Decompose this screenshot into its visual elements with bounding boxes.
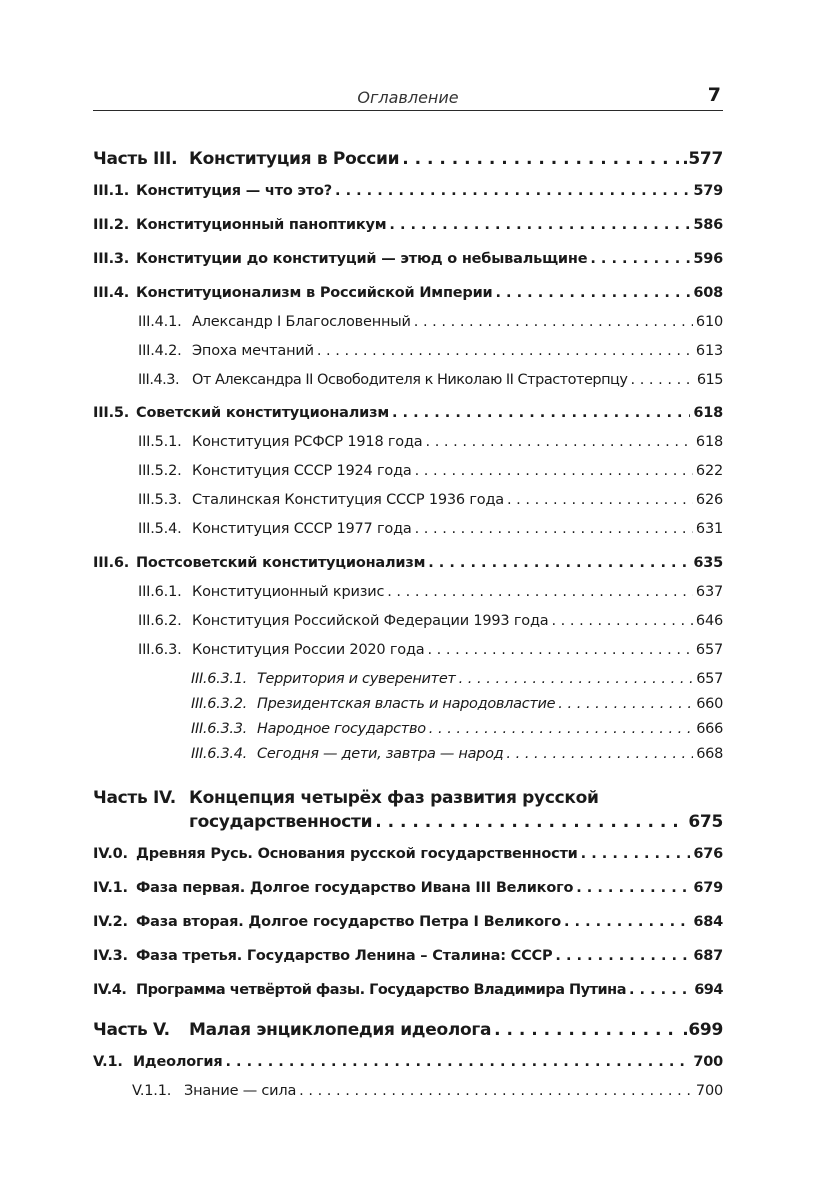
toc-number: III.6.3.2. (191, 696, 247, 712)
toc-page: 586 (693, 217, 723, 233)
toc-page: 635 (693, 555, 723, 571)
toc-page: 613 (695, 343, 723, 359)
toc-number: Часть III. (93, 149, 178, 169)
toc-title: Программа четвёртой фазы. Государство Владимира Путина (136, 982, 626, 998)
toc-page: 684 (693, 914, 723, 930)
dot-leader (375, 812, 685, 832)
toc-page: 618 (695, 434, 723, 450)
toc-number: III.5.2. (138, 463, 182, 479)
toc-number: Часть V. (93, 1020, 170, 1040)
dot-leader (558, 696, 693, 712)
dot-leader (631, 372, 694, 388)
dot-leader (414, 314, 693, 330)
toc-title: Конституция — что это? (136, 183, 333, 199)
dot-leader (317, 343, 693, 359)
toc-number: III.1. (93, 183, 130, 199)
toc-title: Конституционный кризис (192, 584, 385, 600)
toc-number: III.4.2. (138, 343, 182, 359)
toc-title: Малая энциклопедия идеолога (189, 1020, 492, 1040)
toc-page: 618 (693, 405, 723, 421)
toc-page: 668 (696, 746, 723, 762)
running-header (93, 86, 723, 111)
dot-leader (335, 183, 690, 199)
toc-subentry (138, 463, 723, 479)
toc-page: 615 (696, 372, 723, 388)
dot-leader (564, 914, 690, 930)
dot-leader (387, 584, 693, 600)
toc-title-continued: государственности (189, 812, 373, 832)
toc-number: III.6. (93, 555, 130, 571)
toc-number: III.4. (93, 285, 130, 301)
toc-subentry (138, 521, 723, 537)
toc-entry (93, 217, 723, 233)
toc-title: Знание — сила (184, 1083, 297, 1099)
toc-title: Фаза вторая. Долгое государство Петра I Великого (136, 914, 561, 930)
toc-title: Конституции до конституций — этюд о небывальщине (136, 251, 588, 267)
toc-title: Фаза первая. Долгое государство Ивана III Великого (136, 880, 574, 896)
toc-entry (93, 982, 723, 998)
toc-page: 657 (696, 671, 723, 687)
toc-number: III.6.1. (138, 584, 182, 600)
toc-title: Советский конституционализм (136, 405, 389, 421)
toc-title: Территория и суверенитет (257, 671, 456, 687)
toc-page: 610 (695, 314, 723, 330)
toc-page: 646 (695, 613, 723, 629)
toc-number: IV.0. (93, 846, 128, 862)
toc-number: III.5.4. (138, 521, 182, 537)
toc-title: Идеология (133, 1054, 223, 1070)
toc-page: 596 (693, 251, 723, 267)
toc-subsubentry (191, 696, 723, 712)
toc-entry (93, 405, 723, 421)
dot-leader (459, 671, 694, 687)
toc-number: III.5.1. (138, 434, 182, 450)
toc-number: III.5.3. (138, 492, 182, 508)
toc-number: III.6.3. (138, 642, 182, 658)
toc-entry (93, 285, 723, 301)
dot-leader (629, 982, 691, 998)
header-title: Оглавление (357, 88, 459, 107)
toc-page: 676 (693, 846, 723, 862)
toc-page: .699 (682, 1020, 723, 1040)
dot-leader (415, 521, 693, 537)
toc-number: III.4.1. (138, 314, 182, 330)
toc-number: V.1. (93, 1054, 123, 1070)
dot-leader (392, 405, 690, 421)
dot-leader (581, 846, 691, 862)
dot-leader (225, 1054, 690, 1070)
dot-leader (576, 880, 690, 896)
toc-number: III.6.2. (138, 613, 182, 629)
toc-title: Конституция РСФСР 1918 года (192, 434, 423, 450)
toc-subentry (138, 642, 723, 658)
toc-title: Сталинская Конституция СССР 1936 года (192, 492, 504, 508)
dot-leader (555, 948, 690, 964)
toc-page: 666 (696, 721, 723, 737)
dot-leader (429, 721, 693, 737)
dot-leader (507, 492, 693, 508)
toc-title: Народное государство (257, 721, 426, 737)
toc-title: Сегодня — дети, завтра — народ (257, 746, 504, 762)
toc-entry-part-iii (93, 149, 723, 169)
toc-subsubentry (191, 671, 723, 687)
toc-title: Александр I Благословенный (192, 314, 411, 330)
toc-entry (93, 555, 723, 571)
toc-number: Часть IV. (93, 788, 176, 808)
toc-number: III.3. (93, 251, 130, 267)
toc-subentry (138, 613, 723, 629)
dot-leader (402, 149, 679, 169)
toc-page: 637 (695, 584, 723, 600)
toc-title: Постсоветский конституционализм (136, 555, 426, 571)
toc-number: III.6.3.3. (191, 721, 247, 737)
toc-page: 700 (693, 1054, 723, 1070)
dot-leader (425, 434, 692, 450)
toc-number: IV.1. (93, 880, 128, 896)
toc-number: IV.4. (93, 982, 127, 998)
toc-title: Конституция СССР 1977 года (192, 521, 412, 537)
toc-title: Конституционный паноптикум (136, 217, 387, 233)
toc-title: От Александра II Освободителя к Николаю II Страстотерпцу (192, 372, 628, 388)
toc-title: Конституция Российской Федерации 1993 года (192, 613, 549, 629)
toc-page: 700 (695, 1083, 723, 1099)
dot-leader (428, 555, 690, 571)
dot-leader (506, 746, 693, 762)
dot-leader (496, 285, 691, 301)
toc-entry-part-v (93, 1020, 723, 1040)
toc-page: 626 (695, 492, 723, 508)
dot-leader (590, 251, 690, 267)
toc-title: Фаза третья. Государство Ленина – Сталина: СССР (136, 948, 553, 964)
dot-leader (389, 217, 690, 233)
toc-number: V.1.1. (132, 1083, 172, 1099)
toc-entry (93, 914, 723, 930)
toc-title: Концепция четырёх фаз развития русской (189, 788, 599, 808)
toc-subentry (138, 492, 723, 508)
toc-entry (93, 948, 723, 964)
header-page-number: 7 (707, 84, 721, 106)
toc-title: Президентская власть и народовластие (257, 696, 556, 712)
toc-page: 679 (693, 880, 723, 896)
toc-entry (93, 183, 723, 199)
toc-page: 687 (693, 948, 723, 964)
toc-page: 622 (695, 463, 723, 479)
toc-subsubentry (191, 721, 723, 737)
toc-page: 608 (693, 285, 723, 301)
toc-title: Конституция России 2020 года (192, 642, 425, 658)
toc-number: III.4.3. (138, 372, 180, 388)
toc-subentry (138, 372, 723, 388)
toc-entry (93, 1054, 723, 1070)
toc-number: IV.3. (93, 948, 128, 964)
toc-subentry (132, 1083, 723, 1099)
toc-entry (93, 880, 723, 896)
toc-page: 579 (693, 183, 723, 199)
toc-title: Конституция в России (189, 149, 400, 169)
toc-subentry (138, 314, 723, 330)
dot-leader (494, 1020, 679, 1040)
toc-number: III.5. (93, 405, 130, 421)
dot-leader (415, 463, 693, 479)
toc-entry-part-iv (93, 788, 723, 836)
toc-number: IV.2. (93, 914, 128, 930)
toc-title: Конституционализм в Российской Империи (136, 285, 493, 301)
toc-subsubentry (191, 746, 723, 762)
toc-page: 660 (696, 696, 723, 712)
toc-page: 631 (695, 521, 723, 537)
toc-title: Древняя Русь. Основания русской государственности (136, 846, 578, 862)
toc-number: III.6.3.4. (191, 746, 247, 762)
toc-entry (93, 251, 723, 267)
toc-entry (93, 846, 723, 862)
toc-title: Эпоха мечтаний (192, 343, 314, 359)
toc-page: .577 (682, 149, 723, 169)
toc-page: 675 (688, 812, 723, 832)
toc-page: 694 (694, 982, 723, 998)
toc-number: III.2. (93, 217, 130, 233)
toc-page: 657 (695, 642, 723, 658)
toc-subentry (138, 434, 723, 450)
dot-leader (299, 1083, 693, 1099)
toc-subentry (138, 584, 723, 600)
toc-subentry (138, 343, 723, 359)
dot-leader (427, 642, 692, 658)
toc-title: Конституция СССР 1924 года (192, 463, 412, 479)
dot-leader (551, 613, 692, 629)
toc-number: III.6.3.1. (191, 671, 247, 687)
